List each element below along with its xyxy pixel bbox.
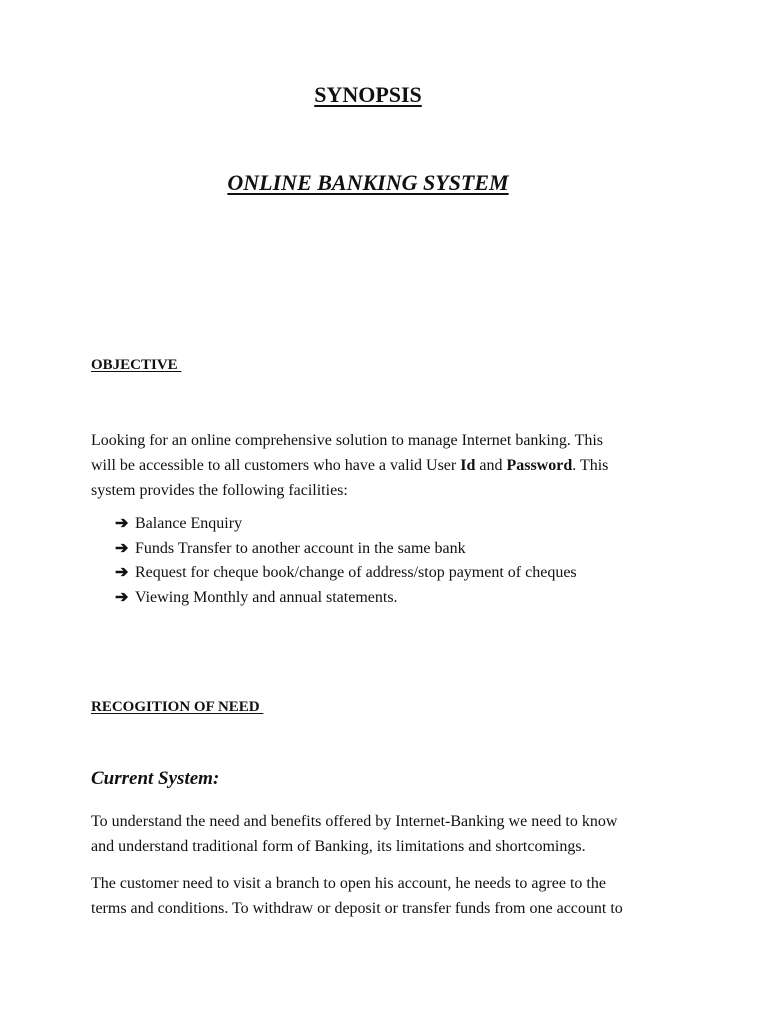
document-title: SYNOPSIS [314, 82, 422, 107]
objective-line-2-text-a: will be accessible to all customers who have a valid User [91, 457, 461, 474]
list-item [115, 512, 577, 537]
arrow-right-icon: ➔ [115, 539, 129, 557]
list-item [115, 586, 577, 611]
objective-line-2 [91, 453, 681, 478]
current-para-1-line-2: and understand traditional form of Banking, its limitations and shortcomings. [91, 838, 586, 855]
current-para-1-line-1: To understand the need and benefits offered by Internet-Banking we need to know [91, 813, 618, 830]
user-id-term: Id [460, 457, 476, 474]
objective-line-2-text-b: and [475, 457, 507, 474]
facilities-list [115, 512, 577, 610]
list-item [115, 537, 577, 562]
current-system-paragraph-2 [91, 871, 681, 921]
facility-cheque-requests: Request for cheque book/change of address/stop payment of cheques [135, 564, 577, 581]
current-para-2-line-1: The customer need to visit a branch to open his account, he needs to agree to the [91, 875, 606, 892]
facility-balance-enquiry: Balance Enquiry [135, 515, 243, 532]
arrow-right-icon: ➔ [115, 515, 129, 532]
objective-line-3: system provides the following facilities: [91, 482, 348, 499]
arrow-right-icon: ➔ [115, 564, 129, 581]
objective-heading: OBJECTIVE [91, 357, 182, 373]
facility-funds-transfer: Funds Transfer to another account in the same bank [135, 539, 466, 557]
password-term: Password [506, 457, 573, 474]
objective-line-1: Looking for an online comprehensive solution to manage Internet banking. This [91, 432, 604, 449]
current-para-2-line-2: terms and conditions. To withdraw or deposit or transfer funds from one account to [91, 900, 623, 917]
current-system-heading: Current System: [91, 768, 220, 789]
recognition-heading: RECOGITION OF NEED [91, 699, 264, 715]
current-system-paragraph-1 [91, 809, 681, 859]
list-item [115, 561, 577, 586]
document-subtitle: ONLINE BANKING SYSTEM [227, 170, 509, 195]
arrow-right-icon: ➔ [115, 588, 129, 606]
objective-paragraph [91, 428, 681, 503]
objective-line-2-text-c: . This [572, 457, 609, 474]
facility-statements: Viewing Monthly and annual statements. [135, 588, 398, 606]
